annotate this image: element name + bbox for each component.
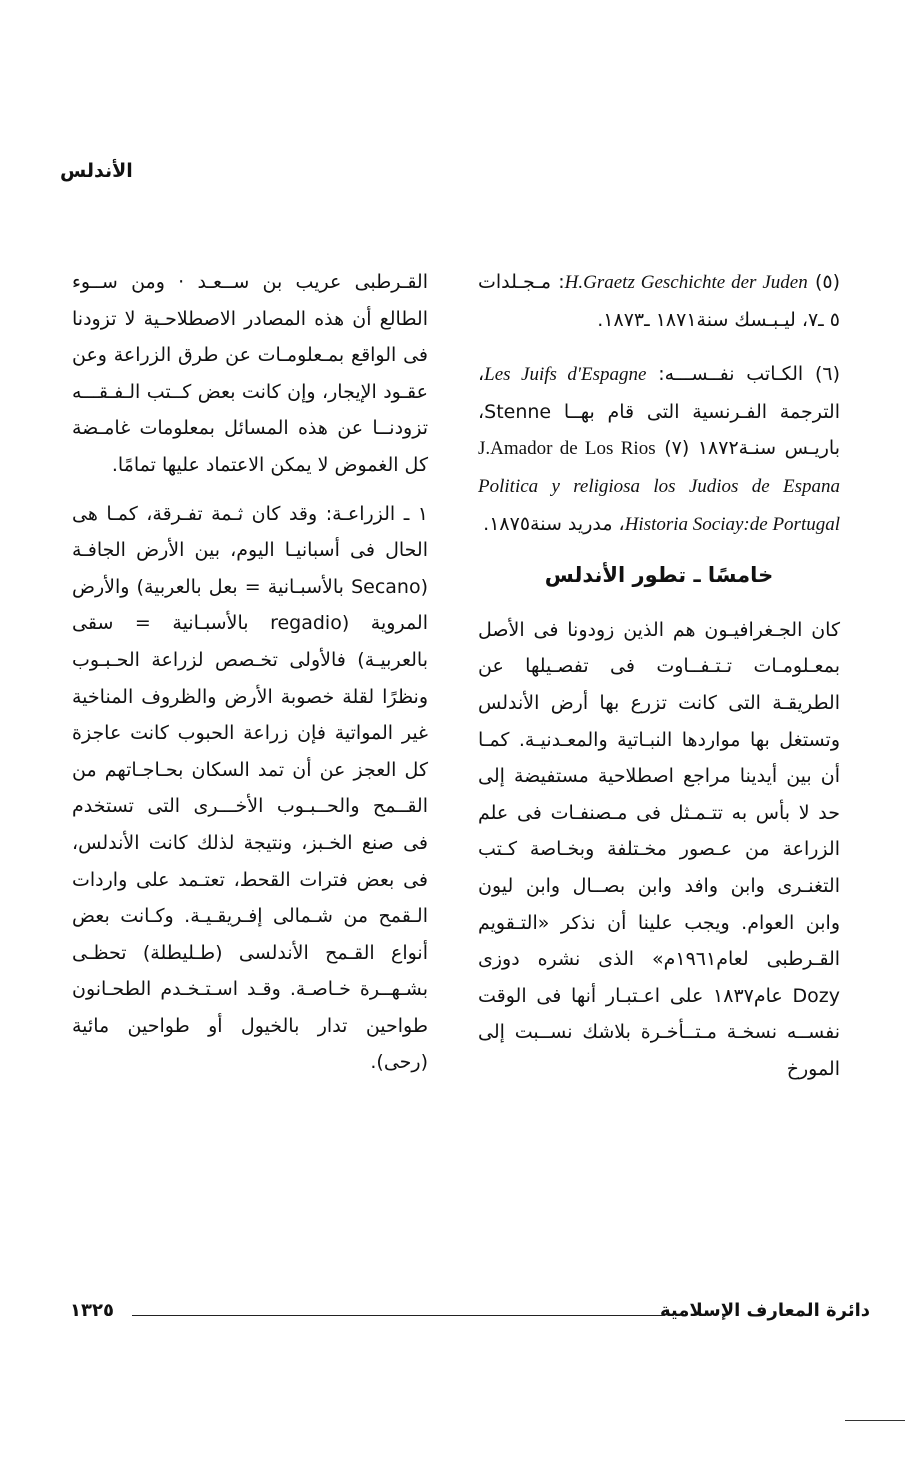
body-paragraph: القـرطبى عريب بن ســعـد · ومن ســوء الطالع أن هذه المصادر الاصطلاحـية لا تزودنا فى الواقع بمـعلومـات عن طرق الزراعة وعن عقـود الإيجار، وإن كانت بعض كــتب الـفـقـــه تزودنــا عن هذه المسائل بمعلومات غامـضة كل الغموض لا يمكن الاعتماد عليها تمامًا. [72,271,428,476]
footnote-latin-title: H.Graetz Geschichte der Juden [564,272,808,293]
left-column [72,264,428,1081]
right-column [478,264,840,1087]
margin-rule [845,1420,905,1421]
footnote-text: الترجمة الفـرنسية التى قام بهــا Stenne، باريـس سنـة١٨٧٢ [478,400,840,460]
footnote-6: (٦) الكـاتب نفــســـه: Les Juifs d'Espagne، الترجمة الفـرنسية التى قام بهــا Stenne، باريـس سنـة١٨٧٢ (٧) J.Amador de Los Rios Politica y religiosa los Judios de Espana Historia Sociay:de Portugal، مدريد سنة١٨٧٥. [478,363,840,535]
footnote-lead: الكـاتب نفــســـه: [658,363,804,386]
footnote-latin-title: Politica y religiosa los Judios de Espana Historia Sociay:de Portugal [478,475,840,535]
footnote-text: مدريد سنة١٨٧٥. [483,512,613,535]
footnote-latin-title: Les Juifs d'Espagne [484,364,647,386]
footnote-number: (٦) [814,363,840,386]
section-heading: خامسًا ـ تطور الأندلس [544,563,774,588]
running-head: الأندلس [60,160,133,182]
body-paragraph: كان الجـغرافيـون هم الذين زودونا فى الأصل بمعـلومـات تـتـفــاوت فى تفصـيلها عن الطريقـة التى كانت تزرع بها أرض الأندلس وتستغل بها مواردها النبـاتية والمعـدنيـة. كمـا أن بين أيدينا مراجع اصطلاحية مستفيضة إلى حد لا بأس به تتـمـثل فى مـصنفـات فى علم الزراعة من عـصور مخـتلفة وبخـاصة كـتب التغنـرى وابن وافد وابن بصــال وابن ليون وابن العوام. ويجب علينا أن نذكر «التـقويم القـرطبى لعام١٩٦١م» الذى نشره دوزى Dozy عام١٨٣٧ على اعـتبـار أنها فى الوقت نفســه نسخـة مـتــأخـرة بلاشك نســبت إلى المورخ [478,618,841,1080]
footnote-latin-author: J.Amador de Los Rios [478,438,656,460]
footnote-5: (٥) H.Graetz Geschichte der Juden: مـجـلدات ٥ ـ٧، ليـبـسك سنة١٨٧١ ـ١٨٧٣. [478,271,840,331]
footer-title: دائرة المعارف الإسلامية [659,1300,870,1321]
footnote-number: (٧) [664,437,690,460]
footnote-number: (٥) [814,271,840,293]
footer-rule [132,1315,665,1316]
page-number: ١٣٢٥ [70,1300,114,1321]
page-footer [70,1300,870,1330]
body-paragraph: ١ ـ الزراعـة: وقد كان ثـمة تفـرقة، كمـا هى الحال فى أسبانيـا اليوم، بين الأرض الجافـة (Secano بالأسبـانية = بعل بالعربية) والأرض المروية (regadio بالأسبـانية = سقى بالعربيـة) فالأولى تخـصص لزراعة الحـبـوب ونظرًا لقلة خصوبة الأرض والظروف المناخية غير المواتية فإن زراعة الحبوب كانت عاجزة كل العجز عن أن تمد السكان بحـاجـاتهم من القــمح والحــبـوب الأخـــرى التى تستخدم فى صنع الخـبز، ونتيجة لذلك كانت الأندلس، فى بعض فترات القحط، تعتـمد على واردات الـقمح من شـمالى إفـريقـيـة. وكـانت بعض أنواع القـمح الأندلسى (طـليطلة) تحظـى بشـهــرة خـاصـة. وقـد اسـتـخـدم الطحـانون طواحين تدار بالخيول أو طواحين مائية (رحى). [72,502,428,1074]
footnote-text: مـجـلدات ٥ ـ٧، ليـبـسك سنة١٨٧١ ـ١٨٧٣. [478,271,840,331]
